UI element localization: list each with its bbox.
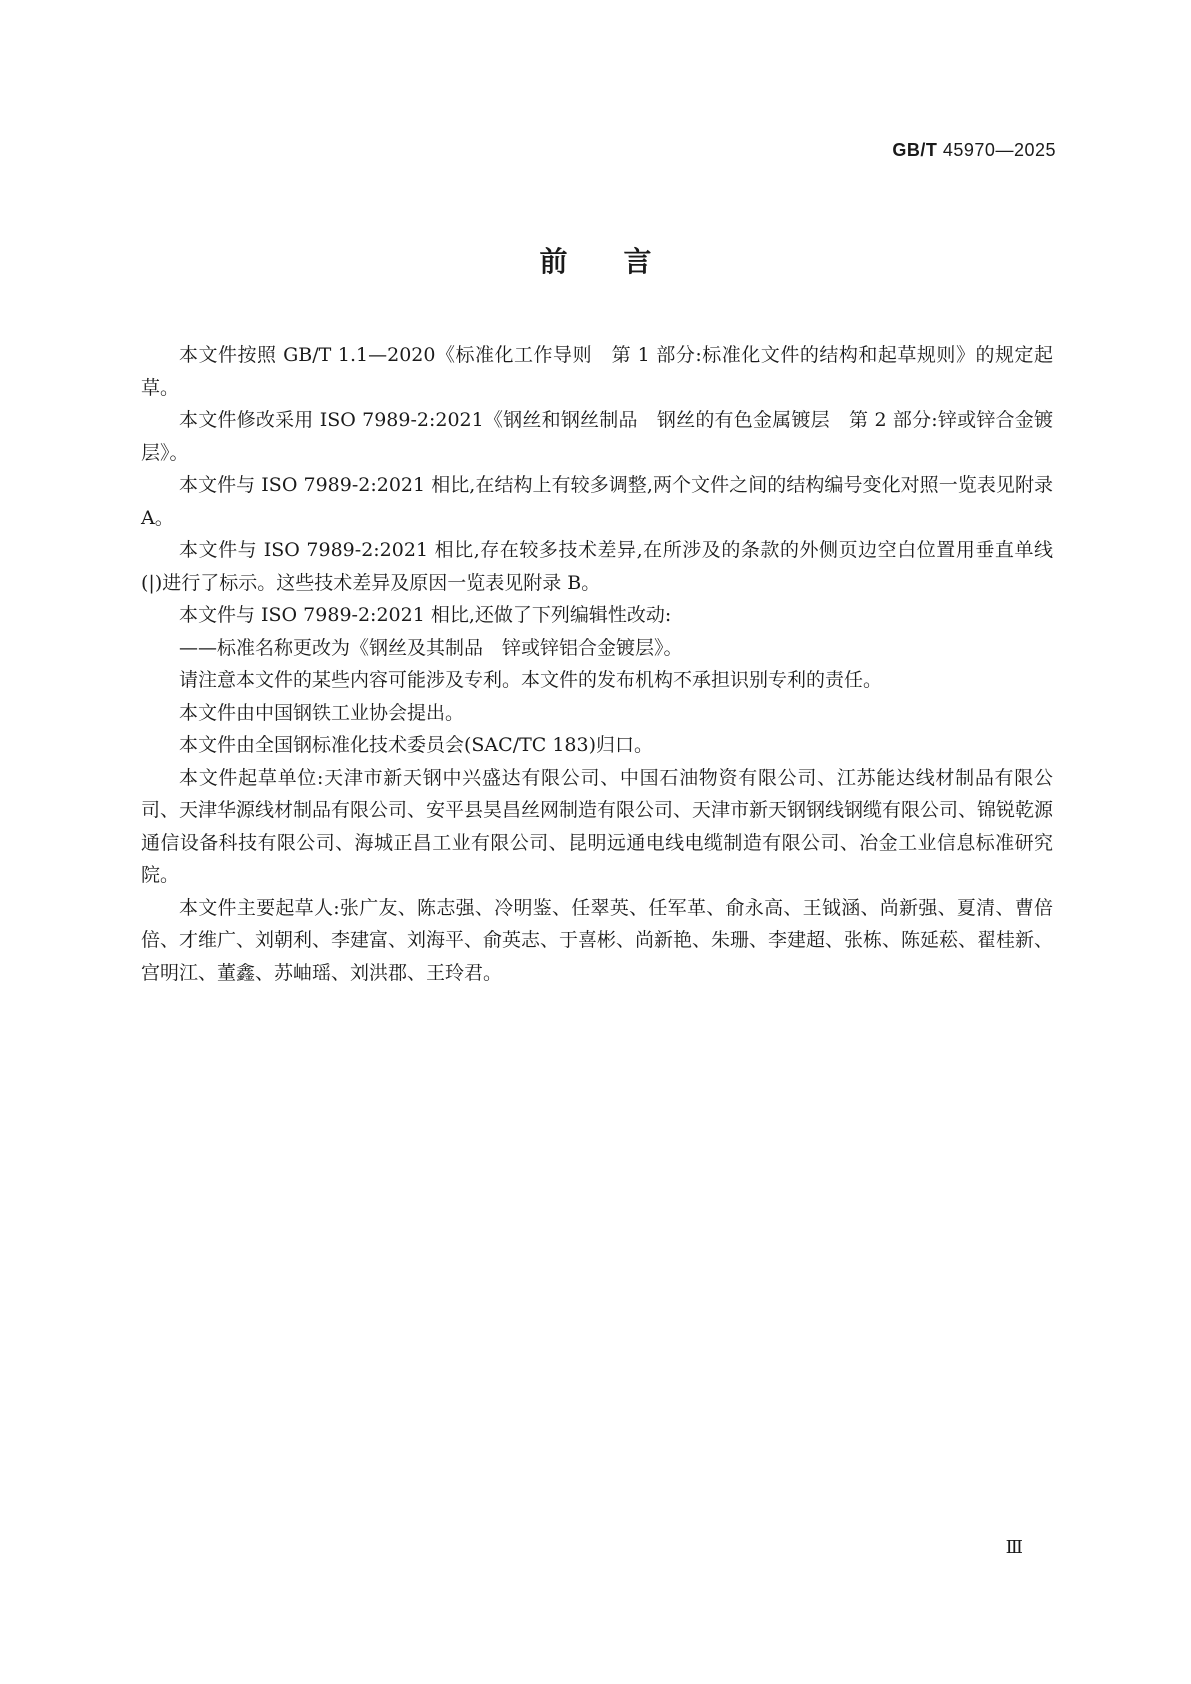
- paragraph-under-jurisdiction: 本文件由全国钢标准化技术委员会(SAC/TC 183)归口。: [179, 734, 654, 756]
- paragraph-editorial-changes: 本文件与 ISO 7989-2:2021 相比,还做了下列编辑性改动:: [179, 604, 672, 626]
- paragraph-patent-notice: 请注意本文件的某些内容可能涉及专利。本文件的发布机构不承担识别专利的责任。: [179, 669, 883, 691]
- standard-prefix: GB/T: [892, 140, 938, 160]
- document-code: [892, 140, 1056, 161]
- paragraph-structure-changes: 本文件与 ISO 7989-2:2021 相比,在结构上有较多调整,两个文件之间的结构编号变化对照一览表见附录 A。: [141, 474, 1053, 529]
- paragraph-drafting-rules: 本文件按照 GB/T 1.1—2020《标准化工作导则 第 1 部分:标准化文件的结构和起草规则》的规定起草。: [141, 344, 1053, 399]
- paragraph-adoption: 本文件修改采用 ISO 7989-2:2021《钢丝和钢丝制品 钢丝的有色金属镀层 第 2 部分:锌或锌合金镀层》。: [141, 409, 1053, 464]
- page-number: Ⅲ: [1005, 1537, 1023, 1558]
- paragraph-drafters: 本文件主要起草人:张广友、陈志强、冷明鉴、任翠英、任军革、俞永高、王钺涵、尚新强、夏清、曹倍倍、才维广、刘朝利、李建富、刘海平、俞英志、于喜彬、尚新艳、朱珊、李建超、张栋、陈延菘、翟桂新、宫明江、董鑫、苏岫瑶、刘洪郡、王玲君。: [141, 896, 1054, 984]
- standard-number: 45970—2025: [942, 140, 1056, 160]
- list-item-title-change: ——标准名称更改为《钢丝及其制品 锌或锌铝合金镀层》。: [179, 636, 683, 659]
- foreword-body: [141, 339, 1053, 989]
- paragraph-technical-deviations: 本文件与 ISO 7989-2:2021 相比,存在较多技术差异,在所涉及的条款的外侧页边空白位置用垂直单线(|)进行了标示。这些技术差异及原因一览表见附录 B。: [141, 539, 1053, 594]
- paragraph-drafting-organizations: 本文件起草单位:天津市新天钢中兴盛达有限公司、中国石油物资有限公司、江苏能达线材制品有限公司、天津华源线材制品有限公司、安平县昊昌丝网制造有限公司、天津市新天钢钢线钢缆有限公司、锦锐乾源通信设备科技有限公司、海城正昌工业有限公司、昆明远通电线电缆制造有限公司、冶金工业信息标准研究院。: [141, 766, 1054, 886]
- paragraph-proposed-by: 本文件由中国钢铁工业协会提出。: [179, 701, 465, 724]
- page-title: 前言: [539, 245, 708, 278]
